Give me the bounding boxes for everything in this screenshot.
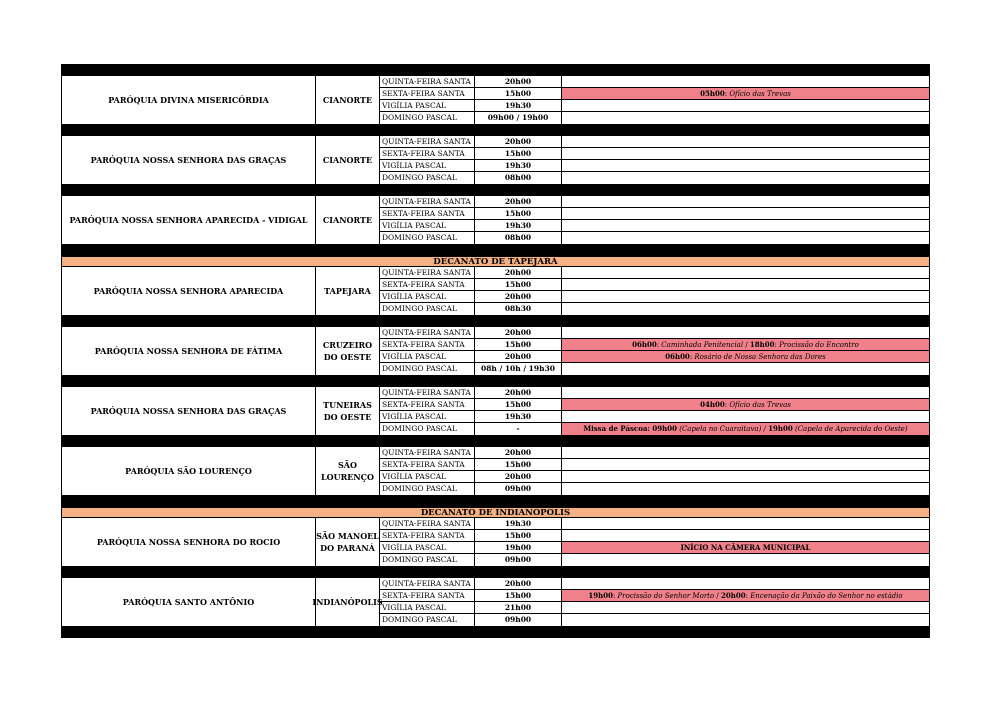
schedule-row — [380, 76, 929, 88]
celebration-time: 15h00 — [475, 399, 562, 410]
celebration-note — [562, 267, 929, 278]
note-segment: Caminhada Penitencial — [661, 341, 744, 349]
celebration-time: - — [475, 423, 562, 435]
celebration-note — [562, 483, 929, 495]
parish-name: PARÓQUIA SÃO LOURENÇO — [62, 447, 316, 495]
celebration-day: SEXTA-FEIRA SANTA — [380, 339, 475, 350]
celebration-day: QUINTA-FEIRA SANTA — [380, 327, 475, 338]
celebration-note — [562, 220, 929, 231]
parish-block — [61, 327, 930, 375]
celebration-day: VIGÍLIA PASCAL — [380, 471, 475, 482]
celebration-day: DOMINGO PASCAL — [380, 112, 475, 124]
parish-block — [61, 267, 930, 315]
schedule-rows — [380, 327, 929, 375]
celebration-time: 15h00 — [475, 339, 562, 350]
note-segment: 06h00 — [632, 340, 657, 349]
parish-city: SÃO LOURENÇO — [316, 447, 380, 495]
celebration-day: DOMINGO PASCAL — [380, 554, 475, 566]
schedule-rows — [380, 136, 929, 184]
parish-name: PARÓQUIA NOSSA SENHORA DE FÁTIMA — [62, 327, 316, 375]
schedule-rows — [380, 578, 929, 626]
celebration-note — [562, 578, 929, 589]
schedule-rows — [380, 447, 929, 495]
schedule-row — [380, 136, 929, 148]
celebration-note — [562, 136, 929, 147]
celebration-time: 20h00 — [475, 267, 562, 278]
celebration-note — [562, 530, 929, 541]
note-segment: Procissão do Senhor Morto — [617, 592, 715, 600]
celebration-note — [562, 291, 929, 302]
schedule-row — [380, 363, 929, 375]
parish-name: PARÓQUIA NOSSA SENHORA DAS GRAÇAS — [62, 136, 316, 184]
note-segment: : — [612, 592, 618, 600]
celebration-note — [562, 387, 929, 398]
parish-city: CRUZEIRO DO OESTE — [316, 327, 380, 375]
celebration-note — [562, 447, 929, 458]
celebration-day: VIGÍLIA PASCAL — [380, 602, 475, 613]
celebration-time: 15h00 — [475, 279, 562, 290]
celebration-day: SEXTA-FEIRA SANTA — [380, 148, 475, 159]
parish-name: PARÓQUIA NOSSA SENHORA APARECIDA - VIDIGAL — [62, 196, 316, 244]
schedule-row — [380, 483, 929, 495]
schedule-table — [61, 64, 930, 638]
celebration-day: VIGÍLIA PASCAL — [380, 100, 475, 111]
parish-block — [61, 518, 930, 566]
celebration-time: 15h00 — [475, 148, 562, 159]
celebration-day: QUINTA-FEIRA SANTA — [380, 578, 475, 589]
parish-name: PARÓQUIA SANTO ANTÔNIO — [62, 578, 316, 626]
note-segment: 19h00 — [588, 591, 613, 600]
note-segment: : — [745, 592, 751, 600]
schedule-rows — [380, 518, 929, 566]
note-segment: (Capela de Aparecida do Oeste) — [792, 425, 908, 433]
celebration-day: SEXTA-FEIRA SANTA — [380, 530, 475, 541]
parish-city: CIANORTE — [316, 196, 380, 244]
celebration-note — [562, 423, 929, 435]
celebration-day: VIGÍLIA PASCAL — [380, 220, 475, 231]
note-segment: : — [724, 90, 730, 98]
celebration-time: 20h00 — [475, 387, 562, 398]
celebration-time: 08h00 — [475, 172, 562, 184]
schedule-row — [380, 172, 929, 184]
celebration-day: DOMINGO PASCAL — [380, 232, 475, 244]
schedule-row — [380, 399, 929, 411]
note-segment: Ofício das Trevas — [729, 90, 791, 98]
celebration-note — [562, 327, 929, 338]
celebration-day: DOMINGO PASCAL — [380, 363, 475, 375]
celebration-day: SEXTA-FEIRA SANTA — [380, 590, 475, 601]
note-segment: 04h00 — [700, 400, 725, 409]
separator-bar — [61, 375, 930, 387]
schedule-row — [380, 602, 929, 614]
schedule-row — [380, 220, 929, 232]
separator-bar — [61, 435, 930, 447]
parish-block — [61, 136, 930, 184]
celebration-note — [562, 148, 929, 159]
schedule-row — [380, 471, 929, 483]
celebration-day: DOMINGO PASCAL — [380, 483, 475, 495]
schedule-row — [380, 351, 929, 363]
note-segment: 19h00 — [768, 424, 793, 433]
celebration-day: SEXTA-FEIRA SANTA — [380, 279, 475, 290]
schedule-rows — [380, 76, 929, 124]
schedule-row — [380, 148, 929, 160]
schedule-row — [380, 459, 929, 471]
separator-bar — [61, 495, 930, 507]
celebration-note — [562, 112, 929, 124]
parish-name: PARÓQUIA DIVINA MISERICÓRDIA — [62, 76, 316, 124]
celebration-day: SEXTA-FEIRA SANTA — [380, 399, 475, 410]
schedule-row — [380, 303, 929, 315]
celebration-note — [562, 614, 929, 626]
separator-bar — [61, 566, 930, 578]
celebration-time: 15h00 — [475, 459, 562, 470]
note-segment: : — [689, 353, 695, 361]
celebration-time: 15h00 — [475, 590, 562, 601]
celebration-day: DOMINGO PASCAL — [380, 423, 475, 435]
celebration-day: VIGÍLIA PASCAL — [380, 542, 475, 553]
note-segment: 20h00 — [721, 591, 746, 600]
note-segment: / — [743, 341, 750, 349]
celebration-note — [562, 88, 929, 99]
celebration-time: 19h30 — [475, 411, 562, 422]
parish-name: PARÓQUIA NOSSA SENHORA DAS GRAÇAS — [62, 387, 316, 435]
celebration-time: 19h00 — [475, 542, 562, 553]
celebration-note — [562, 172, 929, 184]
schedule-row — [380, 112, 929, 124]
schedule-row — [380, 614, 929, 626]
schedule-row — [380, 267, 929, 279]
schedule-row — [380, 447, 929, 459]
schedule-row — [380, 590, 929, 602]
celebration-note — [562, 160, 929, 171]
celebration-time: 20h00 — [475, 578, 562, 589]
celebration-day: VIGÍLIA PASCAL — [380, 411, 475, 422]
schedule-row — [380, 578, 929, 590]
note-segment: Ofício das Trevas — [729, 401, 791, 409]
note-segment: : — [724, 401, 730, 409]
celebration-time: 20h00 — [475, 471, 562, 482]
celebration-time: 20h00 — [475, 136, 562, 147]
celebration-note — [562, 196, 929, 207]
celebration-time: 15h00 — [475, 530, 562, 541]
schedule-rows — [380, 196, 929, 244]
schedule-row — [380, 411, 929, 423]
celebration-day: QUINTA-FEIRA SANTA — [380, 267, 475, 278]
schedule-row — [380, 327, 929, 339]
celebration-time: 21h00 — [475, 602, 562, 613]
separator-bar — [61, 315, 930, 327]
note-segment: Missa de Páscoa: 09h00 — [583, 424, 677, 433]
celebration-time: 15h00 — [475, 208, 562, 219]
note-segment: 05h00 — [700, 89, 725, 98]
note-segment: / — [714, 592, 722, 600]
celebration-time: 08h30 — [475, 303, 562, 315]
note-segment: Procissão do Encontro — [779, 341, 859, 349]
celebration-day: VIGÍLIA PASCAL — [380, 160, 475, 171]
parish-city: INDIANÓPOLIS — [316, 578, 380, 626]
celebration-day: VIGÍLIA PASCAL — [380, 351, 475, 362]
decanato-header: DECANATO DE INDIANÓPOLIS — [61, 507, 930, 518]
schedule-row — [380, 530, 929, 542]
celebration-note — [562, 542, 929, 553]
schedule-row — [380, 88, 929, 100]
celebration-time: 20h00 — [475, 327, 562, 338]
celebration-time: 09h00 — [475, 554, 562, 566]
celebration-note — [562, 279, 929, 290]
celebration-day: SEXTA-FEIRA SANTA — [380, 459, 475, 470]
parish-block — [61, 447, 930, 495]
celebration-time: 19h30 — [475, 100, 562, 111]
celebration-note — [562, 208, 929, 219]
celebration-day: DOMINGO PASCAL — [380, 614, 475, 626]
celebration-day: DOMINGO PASCAL — [380, 303, 475, 315]
schedule-row — [380, 160, 929, 172]
separator-bar — [61, 184, 930, 196]
celebration-note — [562, 351, 929, 362]
celebration-note — [562, 518, 929, 529]
celebration-day: QUINTA-FEIRA SANTA — [380, 76, 475, 87]
note-segment: : — [656, 341, 662, 349]
celebration-day: VIGÍLIA PASCAL — [380, 291, 475, 302]
celebration-day: SEXTA-FEIRA SANTA — [380, 88, 475, 99]
parish-name: PARÓQUIA NOSSA SENHORA APARECIDA — [62, 267, 316, 315]
celebration-day: QUINTA-FEIRA SANTA — [380, 136, 475, 147]
celebration-time: 15h00 — [475, 88, 562, 99]
celebration-day: QUINTA-FEIRA SANTA — [380, 447, 475, 458]
parish-city: CIANORTE — [316, 76, 380, 124]
celebration-day: QUINTA-FEIRA SANTA — [380, 196, 475, 207]
celebration-time: 09h00 / 19h00 — [475, 112, 562, 124]
note-segment: Rosário de Nossa Senhora das Dores — [694, 353, 826, 361]
celebration-day: QUINTA-FEIRA SANTA — [380, 387, 475, 398]
note-segment: (Capela no Cuaraitava) / — [677, 425, 769, 433]
schedule-rows — [380, 267, 929, 315]
celebration-note — [562, 363, 929, 375]
parish-block — [61, 76, 930, 124]
celebration-time: 19h30 — [475, 160, 562, 171]
note-segment: INÍCIO NA CÂMERA MUNICIPAL — [680, 543, 811, 552]
parish-city: TUNEIRAS DO OESTE — [316, 387, 380, 435]
celebration-time: 20h00 — [475, 291, 562, 302]
celebration-time: 09h00 — [475, 483, 562, 495]
separator-bar — [61, 64, 930, 76]
celebration-note — [562, 100, 929, 111]
schedule-row — [380, 387, 929, 399]
celebration-time: 08h00 — [475, 232, 562, 244]
separator-bar — [61, 124, 930, 136]
celebration-note — [562, 602, 929, 613]
celebration-time: 08h / 10h / 19h30 — [475, 363, 562, 375]
celebration-note — [562, 399, 929, 410]
celebration-note — [562, 303, 929, 315]
celebration-note — [562, 590, 929, 601]
celebration-note — [562, 459, 929, 470]
note-segment: Encenação da Paixão do Senhor no estádio — [750, 592, 903, 600]
celebration-time: 19h30 — [475, 518, 562, 529]
schedule-row — [380, 339, 929, 351]
schedule-row — [380, 291, 929, 303]
schedule-row — [380, 554, 929, 566]
celebration-time: 20h00 — [475, 447, 562, 458]
schedule-rows — [380, 387, 929, 435]
celebration-note — [562, 411, 929, 422]
celebration-note — [562, 554, 929, 566]
parish-city: TAPEJARA — [316, 267, 380, 315]
note-segment: 18h00 — [749, 340, 775, 349]
note-segment: : — [774, 341, 780, 349]
celebration-time: 19h30 — [475, 220, 562, 231]
celebration-time: 20h00 — [475, 351, 562, 362]
separator-bar — [61, 244, 930, 256]
celebration-time: 20h00 — [475, 76, 562, 87]
celebration-day: SEXTA-FEIRA SANTA — [380, 208, 475, 219]
celebration-note — [562, 471, 929, 482]
celebration-time: 20h00 — [475, 196, 562, 207]
parish-city: SÃO MANOEL DO PARANÁ — [316, 518, 380, 566]
schedule-row — [380, 279, 929, 291]
celebration-day: QUINTA-FEIRA SANTA — [380, 518, 475, 529]
decanato-header: DECANATO DE TAPEJARA — [61, 256, 930, 267]
parish-block — [61, 387, 930, 435]
schedule-row — [380, 196, 929, 208]
schedule-row — [380, 232, 929, 244]
celebration-note — [562, 339, 929, 350]
parish-name: PARÓQUIA NOSSA SENHORA DO ROCIO — [62, 518, 316, 566]
parish-city: CIANORTE — [316, 136, 380, 184]
schedule-row — [380, 423, 929, 435]
parish-block — [61, 578, 930, 626]
celebration-note — [562, 76, 929, 87]
parish-block — [61, 196, 930, 244]
schedule-row — [380, 542, 929, 554]
celebration-day: DOMINGO PASCAL — [380, 172, 475, 184]
separator-bar — [61, 626, 930, 638]
schedule-row — [380, 208, 929, 220]
note-segment: 06h00 — [665, 352, 690, 361]
schedule-row — [380, 100, 929, 112]
celebration-note — [562, 232, 929, 244]
schedule-row — [380, 518, 929, 530]
celebration-time: 09h00 — [475, 614, 562, 626]
